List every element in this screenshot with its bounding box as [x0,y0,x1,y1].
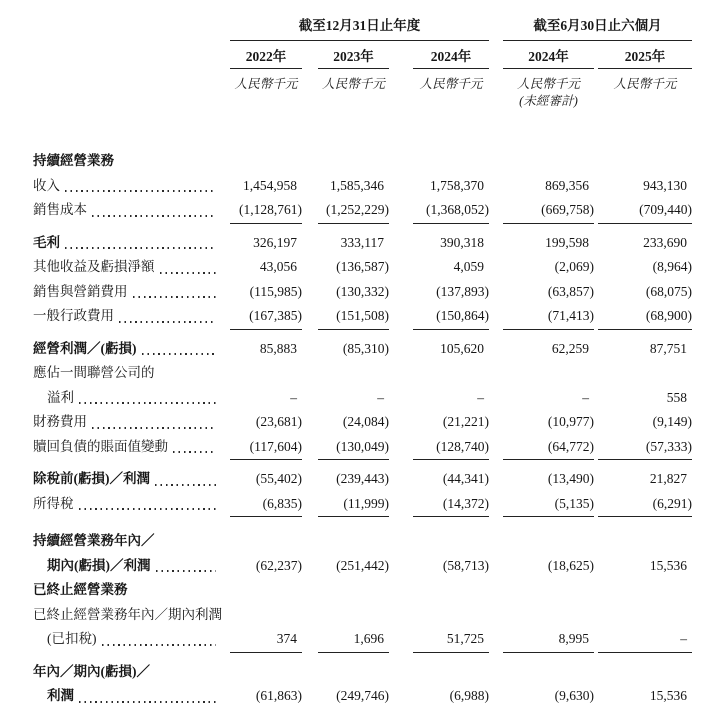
table-row [33,492,692,517]
year-header-fy2022: 2022年 [230,50,302,69]
row-label: 持續經營業務年內／ [33,533,155,548]
cell-fy2024: (150,864) [413,304,489,330]
cell-h1-2024: (71,413) [503,304,594,330]
row-label-cell [33,198,230,223]
cell-fy2022: (115,985) [249,283,302,299]
cell-h1-2025: – [598,627,692,653]
cell-fy2024: – [477,389,484,405]
cell-h1-2024: 869,356 [545,177,589,193]
cell-h1-2025: (8,964) [652,259,692,274]
cell-fy2024: (58,713) [442,557,489,573]
table-row [33,529,692,554]
dot-leader [79,701,216,703]
cell-h1-2024: (13,490) [547,471,594,486]
cell-fy2024: (128,740) [413,435,489,461]
row-label-cell [33,304,230,329]
table-body [33,149,692,709]
row-label-cell [33,255,230,280]
cell-fy2023: (249,746) [336,688,389,703]
unit-label: 人民幣千元 [234,77,298,91]
cell-fy2024: 51,725 [413,627,489,653]
table-row [33,231,692,256]
year-header-h1-2025: 2025年 [598,50,692,69]
unit-label: 人民幣千元 [517,77,580,91]
group-header-annual: 截至12月31日止年度 [230,19,489,41]
cell-fy2024: 1,758,370 [430,177,484,193]
table-row [33,435,692,460]
cell-fy2024: (1,368,052) [413,198,489,224]
cell-h1-2025: (6,291) [598,492,692,518]
income-statement-table [33,19,692,709]
cell-fy2022: 43,056 [259,259,297,274]
row-label-cell [33,386,230,411]
cell-fy2023: (136,587) [336,259,389,274]
cell-h1-2024: 8,995 [503,627,594,653]
row-label: 除稅前(虧損)／利潤 [33,471,150,486]
table-row [33,198,692,223]
table-row [33,578,692,603]
row-label: 年內／期內(虧損)／ [33,663,150,679]
dot-leader [92,427,216,429]
cell-fy2023: (24,084) [342,414,389,429]
cell-h1-2024: 62,259 [551,340,589,356]
year-header-h1-2024: 2024年 [503,50,594,69]
dot-leader [102,644,217,646]
cell-fy2023: (130,049) [318,435,389,461]
table-row [33,386,692,411]
cell-fy2023: (1,252,229) [318,198,389,224]
row-label-cell [33,492,230,517]
column-note-unaudited: (未經審計) [519,94,578,108]
column-note [318,94,389,109]
cell-h1-2025: 15,536 [649,688,687,703]
cell-h1-2024: (2,069) [554,259,594,274]
row-label-cell [33,578,230,603]
table-row [33,337,692,362]
cell-h1-2025: (68,900) [598,304,692,330]
cell-fy2023: 1,696 [318,627,389,653]
table-row [33,660,692,685]
table-row [33,603,692,628]
cell-fy2022: (23,681) [255,414,302,429]
cell-fy2023: (11,999) [318,492,389,518]
column-group-header-row [33,19,692,41]
row-label-cell [33,554,230,579]
cell-fy2024: (14,372) [413,492,489,518]
row-label: 所得稅 [33,495,74,511]
row-label: 溢利 [47,389,74,405]
row-label: 財務費用 [33,414,87,429]
year-header-fy2023: 2023年 [318,50,389,69]
row-label-cell [33,149,230,174]
table-row [33,467,692,492]
table-row [33,174,692,199]
row-label-cell [33,337,230,362]
cell-h1-2024: (63,857) [547,283,594,299]
row-label: 已終止經營業務 [33,582,128,597]
row-label: 收入 [33,177,60,193]
table-row [33,684,692,709]
cell-fy2022: (55,402) [255,471,302,486]
dot-leader [65,190,216,192]
cell-fy2024: 4,059 [453,259,484,274]
cell-fy2023: (85,310) [342,340,389,356]
row-label: 銷售與營銷費用 [33,283,128,299]
unit-header-row [33,77,692,92]
dot-leader [79,508,217,510]
cell-fy2022: 374 [230,627,302,653]
table-row [33,410,692,435]
row-label: (已扣稅) [47,631,97,646]
dot-leader [142,353,217,355]
cell-h1-2025: 233,690 [643,234,687,250]
cell-h1-2025: (57,333) [598,435,692,461]
row-label-cell [33,684,230,709]
cell-h1-2025: 558 [666,389,687,405]
cell-fy2022: 326,197 [253,234,297,250]
table-row [33,361,692,386]
column-note [230,94,302,109]
year-header-fy2024: 2024年 [413,50,489,69]
cell-fy2023: (130,332) [336,283,389,299]
cell-fy2024: 105,620 [440,340,484,356]
cell-fy2023: 333,117 [340,234,384,250]
cell-h1-2025: 87,751 [649,340,687,356]
dot-leader [133,296,217,298]
unit-label: 人民幣千元 [613,77,677,91]
row-label: 銷售成本 [33,202,87,217]
cell-h1-2024: (64,772) [503,435,594,461]
row-label: 利潤 [47,688,74,703]
row-label-cell [33,280,230,305]
dot-leader [119,321,216,323]
table-row [33,627,692,652]
row-label: 應佔一間聯營公司的 [33,365,155,380]
row-label-cell [33,361,230,386]
row-label: 其他收益及虧損淨額 [33,259,155,274]
cell-h1-2024: 199,598 [545,234,589,250]
group-gap [489,19,503,41]
cell-fy2024: (44,341) [442,471,489,486]
cell-fy2023: 1,585,346 [330,177,384,193]
row-label-cell [33,467,230,492]
cell-fy2022: (117,604) [230,435,302,461]
row-label-cell [33,231,230,256]
dot-leader [160,272,217,274]
unit-label: 人民幣千元 [419,77,483,91]
cell-fy2022: 85,883 [259,340,297,356]
table-row [33,554,692,579]
cell-h1-2024: (669,758) [503,198,594,224]
cell-fy2022: (167,385) [230,304,302,330]
table-row [33,304,692,329]
row-label: 一般行政費用 [33,308,114,323]
row-label: 期內(虧損)／利潤 [47,557,151,573]
cell-fy2023: (151,508) [318,304,389,330]
dot-leader [173,451,216,453]
cell-h1-2025: (9,149) [652,414,692,429]
cell-fy2023: (251,442) [336,557,389,573]
row-label-cell [33,174,230,199]
row-label-cell [33,435,230,460]
cell-fy2022: 1,454,958 [243,177,297,193]
label-column-spacer [33,19,230,41]
cell-h1-2025: (68,075) [645,283,692,299]
cell-h1-2024: (18,625) [547,557,594,573]
cell-h1-2025: 21,827 [649,471,687,486]
cell-h1-2025: 15,536 [649,557,687,573]
cell-fy2023: (239,443) [336,471,389,486]
dot-leader [155,484,216,486]
unit-label: 人民幣千元 [322,77,385,91]
row-label: 已終止經營業務年內／期內利潤 [33,606,222,622]
cell-h1-2024: – [582,389,589,405]
cell-fy2022: – [290,389,297,405]
cell-fy2022: (1,128,761) [230,198,302,224]
cell-h1-2024: (10,977) [547,414,594,429]
column-note [413,94,489,109]
dot-leader [156,570,217,572]
cell-h1-2024: (5,135) [503,492,594,518]
dot-leader [65,247,216,249]
cell-fy2022: (62,237) [255,557,302,573]
column-note [598,94,692,109]
cell-fy2024: 390,318 [440,234,484,250]
row-label: 持續經營業務 [33,153,114,168]
group-header-interim: 截至6月30日止六個月 [503,19,692,41]
table-row [33,149,692,174]
cell-h1-2025: 943,130 [643,177,687,193]
cell-fy2024: (21,221) [442,414,489,429]
table-row [33,280,692,305]
dot-leader [92,215,216,217]
note-header-row [33,94,692,109]
cell-h1-2024: (9,630) [554,688,594,703]
dot-leader [79,402,216,404]
row-label: 毛利 [33,234,60,250]
row-label-cell [33,627,230,652]
cell-h1-2025: (709,440) [598,198,692,224]
row-label-cell [33,603,230,628]
row-label-cell [33,529,230,554]
cell-fy2023: – [377,389,384,405]
row-label-cell [33,660,230,685]
cell-fy2022: (6,835) [230,492,302,518]
table-row [33,255,692,280]
row-label: 贖回負債的賬面值變動 [33,438,168,454]
cell-fy2024: (137,893) [436,283,489,299]
cell-fy2024: (6,988) [449,688,489,703]
row-label: 經營利潤／(虧損) [33,340,137,356]
cell-fy2022: (61,863) [255,688,302,703]
year-header-row [33,50,692,69]
row-label-cell [33,410,230,435]
